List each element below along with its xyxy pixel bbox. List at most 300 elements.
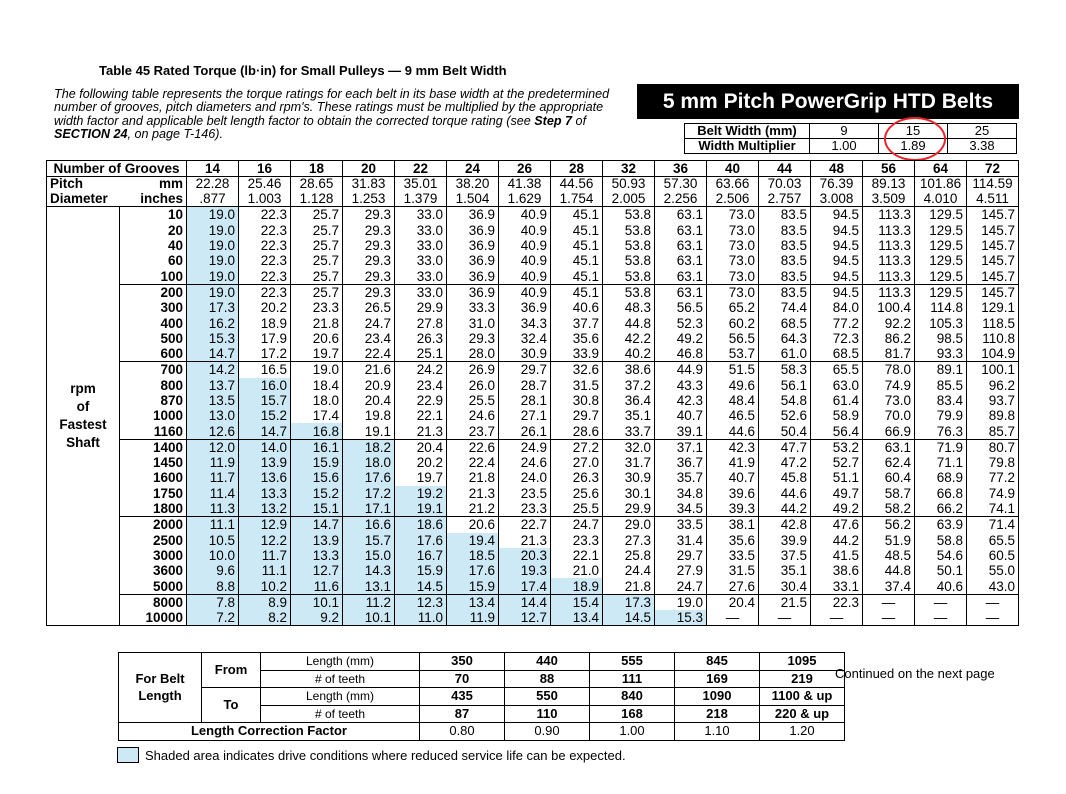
- torque-cell: 23.4: [395, 378, 447, 393]
- torque-cell: 21.3: [499, 533, 551, 548]
- torque-cell: 19.0: [187, 284, 239, 300]
- torque-cell: 65.5: [811, 362, 863, 378]
- torque-cell: 50.1: [915, 563, 967, 578]
- torque-cell: 40.2: [603, 346, 655, 362]
- torque-cell: 23.3: [291, 300, 343, 315]
- torque-cell: 145.7: [967, 207, 1019, 223]
- cell: 220 & up: [760, 705, 845, 723]
- torque-cell: 53.8: [603, 207, 655, 223]
- torque-cell: 18.0: [343, 455, 395, 470]
- torque-cell: 36.7: [655, 455, 707, 470]
- torque-cell: 24.7: [343, 315, 395, 330]
- torque-cell: 48.4: [707, 393, 759, 408]
- table-row: [47, 253, 1019, 268]
- torque-cell: 20.2: [239, 300, 291, 315]
- torque-cell: 73.0: [707, 238, 759, 253]
- factor-cell: 1.10: [675, 723, 760, 741]
- torque-cell: 19.7: [395, 470, 447, 485]
- torque-cell: 45.1: [551, 284, 603, 300]
- torque-cell: 10.5: [187, 533, 239, 548]
- torque-cell: 20.2: [395, 455, 447, 470]
- torque-cell: 58.3: [759, 362, 811, 378]
- torque-cell: 27.0: [551, 455, 603, 470]
- table-row: [47, 439, 1019, 455]
- torque-cell: 28.6: [551, 423, 603, 439]
- torque-cell: 53.8: [603, 238, 655, 253]
- torque-cell: 17.2: [239, 346, 291, 362]
- torque-cell: 25.7: [291, 238, 343, 253]
- torque-cell: 40.9: [499, 284, 551, 300]
- rpm-value: 300: [120, 300, 187, 315]
- torque-cell: 14.7: [291, 517, 343, 533]
- torque-cell: 21.3: [447, 486, 499, 501]
- rpm-value: 8000: [120, 594, 187, 610]
- from-label: From: [202, 653, 261, 688]
- groove-header-cell: 20: [343, 161, 395, 177]
- torque-cell: 29.3: [343, 253, 395, 268]
- torque-cell: 17.6: [447, 563, 499, 578]
- pitch-diameter-label: Pitch mm Diameter inches: [47, 177, 187, 207]
- torque-cell: 19.0: [187, 238, 239, 253]
- torque-cell: 68.5: [759, 315, 811, 330]
- torque-cell: 36.4: [603, 393, 655, 408]
- torque-cell: 113.3: [863, 268, 915, 284]
- groove-header-cell: 18: [291, 161, 343, 177]
- torque-cell: 29.3: [343, 223, 395, 238]
- torque-cell: 56.4: [811, 423, 863, 439]
- torque-cell: 52.7: [811, 455, 863, 470]
- table-row: [47, 408, 1019, 423]
- torque-cell: 27.3: [603, 533, 655, 548]
- torque-cell: 38.1: [707, 517, 759, 533]
- torque-cell: 51.9: [863, 533, 915, 548]
- torque-cell: 70.0: [863, 408, 915, 423]
- torque-cell: 44.6: [759, 486, 811, 501]
- grooves-label: Number of Grooves: [47, 161, 187, 177]
- torque-cell: 47.7: [759, 439, 811, 455]
- torque-cell: 24.2: [395, 362, 447, 378]
- torque-cell: 17.2: [343, 486, 395, 501]
- torque-cell: 40.6: [551, 300, 603, 315]
- torque-cell: 37.7: [551, 315, 603, 330]
- torque-cell: 35.6: [551, 331, 603, 346]
- torque-cell: 40.7: [655, 408, 707, 423]
- torque-cell: 53.2: [811, 439, 863, 455]
- torque-cell: 19.7: [291, 346, 343, 362]
- torque-cell: 21.3: [395, 423, 447, 439]
- torque-cell: 9.6: [187, 563, 239, 578]
- torque-cell: 19.4: [447, 533, 499, 548]
- torque-cell: 17.9: [239, 331, 291, 346]
- torque-cell: 38.6: [603, 362, 655, 378]
- torque-cell: 22.3: [239, 223, 291, 238]
- table-row: [47, 393, 1019, 408]
- torque-cell: 22.3: [239, 238, 291, 253]
- torque-cell: —: [967, 594, 1019, 610]
- torque-cell: 17.6: [343, 470, 395, 485]
- torque-cell: 38.6: [811, 563, 863, 578]
- torque-cell: 80.7: [967, 439, 1019, 455]
- torque-cell: 49.2: [655, 331, 707, 346]
- pitch-cell: 101.86 4.010: [915, 177, 967, 207]
- torque-cell: 50.4: [759, 423, 811, 439]
- torque-cell: 29.3: [343, 284, 395, 300]
- torque-cell: 93.3: [915, 346, 967, 362]
- torque-cell: 29.3: [447, 331, 499, 346]
- torque-cell: 33.1: [811, 578, 863, 594]
- torque-cell: 113.3: [863, 238, 915, 253]
- torque-cell: 12.0: [187, 439, 239, 455]
- torque-cell: 15.9: [395, 563, 447, 578]
- table-row: [47, 315, 1019, 330]
- torque-cell: 83.5: [759, 284, 811, 300]
- rpm-value: 600: [120, 346, 187, 362]
- torque-cell: 25.6: [551, 486, 603, 501]
- torque-cell: 21.2: [447, 501, 499, 517]
- torque-cell: 73.0: [707, 223, 759, 238]
- torque-cell: 71.9: [915, 439, 967, 455]
- torque-cell: 44.9: [655, 362, 707, 378]
- torque-cell: 32.4: [499, 331, 551, 346]
- torque-cell: 15.7: [239, 393, 291, 408]
- torque-cell: 31.0: [447, 315, 499, 330]
- torque-cell: 47.2: [759, 455, 811, 470]
- torque-cell: 29.7: [655, 548, 707, 563]
- length-mm-label: Length (mm): [261, 653, 420, 671]
- length-mm-label: Length (mm): [261, 688, 420, 706]
- torque-cell: 12.3: [395, 594, 447, 610]
- torque-cell: 94.5: [811, 238, 863, 253]
- pitch-cell: 25.46 1.003: [239, 177, 291, 207]
- table-row: [47, 300, 1019, 315]
- rpm-value: 3600: [120, 563, 187, 578]
- torque-cell: 63.1: [655, 223, 707, 238]
- torque-cell: 113.3: [863, 253, 915, 268]
- table-row: [47, 238, 1019, 253]
- torque-cell: 26.3: [395, 331, 447, 346]
- torque-cell: 61.4: [811, 393, 863, 408]
- torque-cell: 96.2: [967, 378, 1019, 393]
- torque-cell: 52.6: [759, 408, 811, 423]
- torque-cell: 63.9: [915, 517, 967, 533]
- torque-cell: 17.3: [187, 300, 239, 315]
- torque-cell: 21.8: [291, 315, 343, 330]
- table-row: [47, 548, 1019, 563]
- torque-cell: 21.8: [603, 578, 655, 594]
- torque-cell: 60.5: [967, 548, 1019, 563]
- torque-cell: 129.5: [915, 284, 967, 300]
- torque-cell: 21.0: [551, 563, 603, 578]
- torque-cell: 29.7: [551, 408, 603, 423]
- torque-cell: 36.9: [447, 223, 499, 238]
- torque-cell: 28.1: [499, 393, 551, 408]
- torque-cell: 93.7: [967, 393, 1019, 408]
- torque-cell: 26.3: [551, 470, 603, 485]
- groove-header-cell: 64: [915, 161, 967, 177]
- torque-cell: 42.8: [759, 517, 811, 533]
- torque-cell: 22.6: [447, 439, 499, 455]
- table-row: [47, 423, 1019, 439]
- torque-cell: 145.7: [967, 284, 1019, 300]
- torque-cell: 33.0: [395, 284, 447, 300]
- table-row: [47, 470, 1019, 485]
- torque-cell: 13.7: [187, 378, 239, 393]
- torque-cell: 40.6: [915, 578, 967, 594]
- torque-cell: 19.0: [655, 594, 707, 610]
- pitch-cell: 57.30 2.256: [655, 177, 707, 207]
- width-factor-table: [684, 123, 1017, 154]
- torque-cell: 45.1: [551, 268, 603, 284]
- torque-cell: 41.5: [811, 548, 863, 563]
- torque-cell: 89.1: [915, 362, 967, 378]
- torque-cell: 20.4: [707, 594, 759, 610]
- rpm-value: 100: [120, 268, 187, 284]
- torque-cell: 13.0: [187, 408, 239, 423]
- pitch-cell: 28.65 1.128: [291, 177, 343, 207]
- groove-header-cell: 48: [811, 161, 863, 177]
- torque-cell: 33.0: [395, 207, 447, 223]
- groove-header-cell: 22: [395, 161, 447, 177]
- torque-cell: 17.4: [499, 578, 551, 594]
- cell: 440: [505, 653, 590, 671]
- torque-cell: 37.2: [603, 378, 655, 393]
- intro-paragraph: The following table represents the torque ratings for each belt in its base width at the predetermined number of grooves, pitch diameters and rpm's. These ratings must be multiplied by the appropriate width factor and applicable belt length factor to obtain the corrected torque rating (see Step 7 of SECTION 24, on page T-146).: [54, 87, 610, 142]
- torque-cell: 52.3: [655, 315, 707, 330]
- torque-cell: 46.5: [707, 408, 759, 423]
- torque-cell: 19.0: [291, 362, 343, 378]
- length-correction-factor-label: Length Correction Factor: [119, 723, 420, 741]
- torque-cell: —: [811, 610, 863, 626]
- rpm-value: 500: [120, 331, 187, 346]
- torque-cell: 83.5: [759, 238, 811, 253]
- torque-cell: 14.7: [239, 423, 291, 439]
- torque-cell: 14.3: [343, 563, 395, 578]
- cell: 550: [505, 688, 590, 706]
- torque-cell: 71.1: [915, 455, 967, 470]
- torque-cell: 45.1: [551, 253, 603, 268]
- torque-cell: 26.9: [447, 362, 499, 378]
- torque-cell: 73.0: [707, 268, 759, 284]
- torque-cell: 10.0: [187, 548, 239, 563]
- table-row: [47, 207, 1019, 223]
- torque-cell: 145.7: [967, 223, 1019, 238]
- torque-cell: 58.8: [915, 533, 967, 548]
- torque-cell: 11.7: [239, 548, 291, 563]
- torque-cell: 53.8: [603, 268, 655, 284]
- cell: 435: [420, 688, 505, 706]
- torque-cell: 66.9: [863, 423, 915, 439]
- torque-cell: 33.3: [447, 300, 499, 315]
- torque-cell: 19.1: [343, 423, 395, 439]
- torque-cell: 16.5: [239, 362, 291, 378]
- torque-cell: 15.2: [239, 408, 291, 423]
- torque-cell: 40.7: [707, 470, 759, 485]
- torque-cell: 44.2: [759, 501, 811, 517]
- torque-cell: 30.9: [499, 346, 551, 362]
- torque-cell: 72.3: [811, 331, 863, 346]
- torque-cell: 15.0: [343, 548, 395, 563]
- rpm-value: 3000: [120, 548, 187, 563]
- belt-length-table: [118, 652, 845, 741]
- torque-cell: 23.3: [499, 501, 551, 517]
- torque-cell: 104.9: [967, 346, 1019, 362]
- torque-cell: 25.5: [551, 501, 603, 517]
- torque-cell: 14.5: [395, 578, 447, 594]
- torque-cell: 113.3: [863, 223, 915, 238]
- torque-cell: 110.8: [967, 331, 1019, 346]
- torque-cell: 56.5: [655, 300, 707, 315]
- torque-cell: 27.8: [395, 315, 447, 330]
- rpm-value: 10: [120, 207, 187, 223]
- torque-cell: 55.0: [967, 563, 1019, 578]
- torque-cell: 23.7: [447, 423, 499, 439]
- torque-cell: 25.7: [291, 223, 343, 238]
- torque-cell: 33.0: [395, 268, 447, 284]
- torque-cell: 13.3: [291, 548, 343, 563]
- torque-cell: 33.5: [655, 517, 707, 533]
- torque-cell: 16.2: [187, 315, 239, 330]
- torque-cell: 15.4: [551, 594, 603, 610]
- pitch-cell: 63.66 2.506: [707, 177, 759, 207]
- torque-cell: 66.8: [915, 486, 967, 501]
- torque-cell: 29.3: [343, 268, 395, 284]
- cell: 845: [675, 653, 760, 671]
- groove-header-cell: 44: [759, 161, 811, 177]
- torque-cell: 83.4: [915, 393, 967, 408]
- torque-cell: 74.9: [967, 486, 1019, 501]
- torque-cell: 12.7: [499, 610, 551, 626]
- torque-cell: 11.1: [239, 563, 291, 578]
- torque-cell: 63.1: [655, 238, 707, 253]
- pitch-cell: 41.38 1.629: [499, 177, 551, 207]
- torque-cell: 89.8: [967, 408, 1019, 423]
- torque-cell: 17.4: [291, 408, 343, 423]
- torque-cell: 31.5: [707, 563, 759, 578]
- torque-cell: 58.2: [863, 501, 915, 517]
- torque-cell: 63.1: [655, 253, 707, 268]
- torque-cell: 25.7: [291, 253, 343, 268]
- cell: 70: [420, 670, 505, 688]
- rpm-value: 870: [120, 393, 187, 408]
- torque-cell: 15.7: [343, 533, 395, 548]
- teeth-label: # of teeth: [261, 705, 420, 723]
- torque-cell: 145.7: [967, 268, 1019, 284]
- rpm-value: 800: [120, 378, 187, 393]
- torque-cell: 29.9: [603, 501, 655, 517]
- torque-cell: 60.4: [863, 470, 915, 485]
- torque-cell: 94.5: [811, 223, 863, 238]
- belt-type-banner: 5 mm Pitch PowerGrip HTD Belts: [637, 84, 1019, 119]
- torque-cell: 45.1: [551, 207, 603, 223]
- torque-cell: 25.7: [291, 207, 343, 223]
- rpm-label-line: Shaft: [66, 435, 100, 451]
- torque-cell: 40.9: [499, 238, 551, 253]
- torque-cell: 27.9: [655, 563, 707, 578]
- cell: 1090: [675, 688, 760, 706]
- torque-cell: 78.0: [863, 362, 915, 378]
- torque-cell: 94.5: [811, 207, 863, 223]
- torque-cell: 20.4: [343, 393, 395, 408]
- torque-cell: 51.5: [707, 362, 759, 378]
- highlight-circle: [884, 117, 946, 161]
- torque-cell: 100.1: [967, 362, 1019, 378]
- torque-cell: 19.2: [395, 486, 447, 501]
- rpm-value: 1750: [120, 486, 187, 501]
- torque-cell: 22.3: [239, 253, 291, 268]
- torque-cell: 22.3: [811, 594, 863, 610]
- rpm-value: 40: [120, 238, 187, 253]
- torque-cell: 30.1: [603, 486, 655, 501]
- cell: 1095: [760, 653, 845, 671]
- torque-cell: 19.0: [187, 268, 239, 284]
- torque-cell: 22.1: [395, 408, 447, 423]
- torque-cell: 15.9: [291, 455, 343, 470]
- belt-width-label: Belt Width (mm): [685, 124, 810, 139]
- table-row: [47, 578, 1019, 594]
- torque-cell: 37.5: [759, 548, 811, 563]
- torque-cell: 34.8: [655, 486, 707, 501]
- torque-cell: 129.5: [915, 253, 967, 268]
- torque-cell: 145.7: [967, 238, 1019, 253]
- width-cell: 9: [810, 124, 879, 139]
- torque-cell: 56.5: [707, 331, 759, 346]
- torque-cell: 40.9: [499, 207, 551, 223]
- torque-cell: 48.5: [863, 548, 915, 563]
- table-row: [47, 346, 1019, 362]
- torque-cell: 36.9: [447, 207, 499, 223]
- torque-cell: 39.6: [707, 486, 759, 501]
- torque-cell: 45.1: [551, 238, 603, 253]
- torque-cell: 16.1: [291, 439, 343, 455]
- table-row: [47, 486, 1019, 501]
- cell: 218: [675, 705, 760, 723]
- torque-cell: 22.4: [447, 455, 499, 470]
- multiplier-cell: 3.38: [948, 139, 1017, 154]
- rpm-value: 1600: [120, 470, 187, 485]
- torque-table: [46, 160, 1019, 626]
- torque-cell: 60.2: [707, 315, 759, 330]
- torque-cell: 56.1: [759, 378, 811, 393]
- torque-cell: 31.5: [551, 378, 603, 393]
- torque-cell: 74.4: [759, 300, 811, 315]
- pitch-cell: 35.01 1.379: [395, 177, 447, 207]
- torque-cell: 24.0: [499, 470, 551, 485]
- continued-note: Continued on the next page: [835, 666, 995, 681]
- torque-cell: 81.7: [863, 346, 915, 362]
- torque-cell: 83.5: [759, 207, 811, 223]
- torque-cell: 76.3: [915, 423, 967, 439]
- legend-text: Shaded area indicates drive conditions where reduced service life can be expected.: [145, 747, 626, 763]
- torque-cell: 12.2: [239, 533, 291, 548]
- pitch-cell: 76.39 3.008: [811, 177, 863, 207]
- torque-cell: 35.6: [707, 533, 759, 548]
- torque-cell: 13.3: [239, 486, 291, 501]
- torque-cell: 41.9: [707, 455, 759, 470]
- torque-cell: 22.1: [551, 548, 603, 563]
- torque-cell: 39.1: [655, 423, 707, 439]
- table-row: [47, 331, 1019, 346]
- torque-cell: 63.1: [655, 268, 707, 284]
- torque-cell: 36.9: [499, 300, 551, 315]
- width-cell: 15: [879, 124, 948, 139]
- torque-cell: 11.1: [187, 517, 239, 533]
- torque-cell: 68.9: [915, 470, 967, 485]
- torque-cell: 54.8: [759, 393, 811, 408]
- torque-cell: 22.3: [239, 284, 291, 300]
- torque-cell: 18.0: [291, 393, 343, 408]
- torque-cell: 24.4: [603, 563, 655, 578]
- torque-cell: 31.4: [655, 533, 707, 548]
